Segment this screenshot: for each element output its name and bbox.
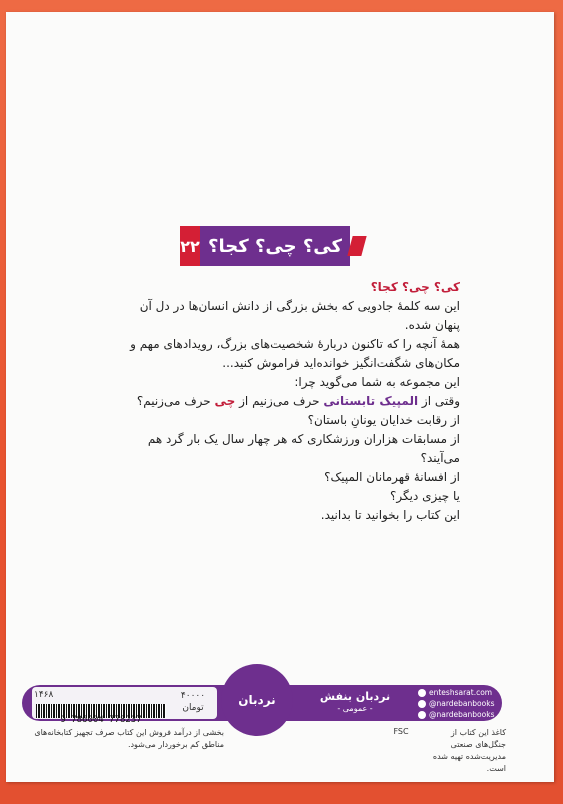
publisher-logo (221, 664, 293, 736)
blurb-p6: از مسابقات هزاران ورزشکاری که هر چهار سال یک بار گرد هم می‌آیند؟ (147, 432, 460, 465)
social-links (418, 687, 518, 720)
barcode-number: 9 786004 778237 (60, 715, 142, 725)
title-number: ۲۲ (180, 226, 200, 266)
ladder-icon: نردبان (238, 693, 276, 707)
blurb-p2: همهٔ آنچه را که تاکنون دربارهٔ شخصیت‌های بزرگ، رویدادهای مهم و مکان‌های شگفت‌انگیز خوانده‌اید فراموش کنید... (130, 337, 460, 370)
blurb-p5: از رقابت خدایان یونانِ باستان؟ (307, 413, 460, 427)
publisher-category: - عمومی - (337, 704, 373, 713)
blurb-p7: از افسانهٔ قهرمانان المپیک؟ (324, 470, 460, 484)
blurb (120, 278, 460, 525)
publisher-name: نردبان بنفش (319, 690, 391, 703)
series-title: کی؟ چی؟ کجا؟ (200, 226, 350, 266)
blurb-lead: کی؟ چی؟ کجا؟ (370, 280, 460, 294)
price: ۴۰۰۰۰ تومان (180, 691, 206, 713)
globe-icon (418, 689, 426, 697)
fsc-logo (386, 727, 416, 736)
blurb-p1: این سه کلمهٔ جادویی که بخش بزرگی از دانش انسان‌ها در دل آن پنهان شده. (139, 299, 460, 332)
tree-icon: FSC (393, 727, 409, 736)
highlight-what: چی (214, 394, 236, 408)
book-id: ۱۴۶۸ (34, 690, 54, 700)
paper-note: کاغذ این کتاب از جنگل‌های صنعتی مدیریت‌شده تهیه شده است. (432, 728, 506, 773)
highlight-olympics: المپیک تابستانی (323, 394, 419, 408)
instagram-icon (418, 711, 426, 719)
instagram-link[interactable]: @nardebanbooks (418, 709, 518, 720)
blurb-p9: این کتاب را بخوانید تا بدانید. (320, 508, 460, 522)
blurb-p3: این مجموعه به شما می‌گوید چرا: (294, 375, 460, 389)
telegram-link[interactable]: @nardebanbooks (418, 698, 518, 709)
website-link[interactable]: enteshsarat.com (418, 687, 518, 698)
telegram-icon (418, 700, 426, 708)
donation-note: بخشی از درآمد فروش این کتاب صرف تجهیز کتابخانه‌های مناطق کم برخوردار می‌شود. (34, 728, 224, 749)
blurb-p8: یا چیزی دیگر؟ (390, 489, 460, 503)
blurb-p4: وقتی از المپیک تابستانی حرف می‌زنیم از چی حرف می‌زنیم؟ (136, 394, 460, 408)
